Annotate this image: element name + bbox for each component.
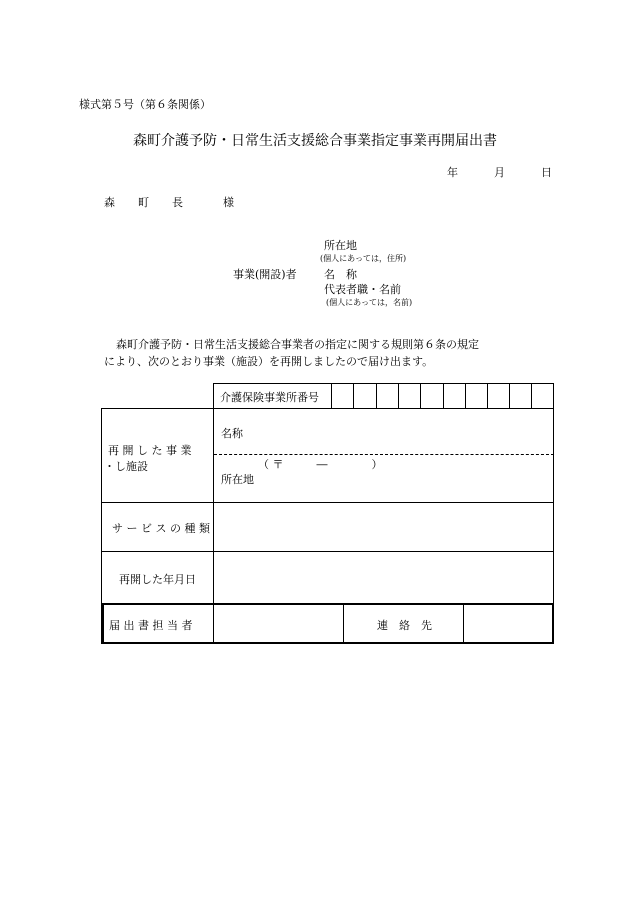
- applicant-name-label: 名 称: [324, 268, 357, 281]
- service-type-label: サ ー ビ ス の 種 類: [112, 522, 210, 535]
- applicant-representative-note: (個人にあっては，名前): [326, 298, 413, 307]
- facility-label-line-1: 再 開 し た 事 業: [108, 444, 192, 457]
- office-number-box-divider: [443, 383, 444, 408]
- facility-address-label: 所在地: [221, 473, 254, 486]
- office-number-box-divider: [420, 383, 421, 408]
- office-number-box-divider: [531, 383, 532, 408]
- office-number-box-divider: [331, 383, 332, 408]
- applicant-address-note: (個人にあっては，住所): [320, 254, 407, 263]
- table-row-line-3: [101, 551, 554, 552]
- body-line-2: により、次のとおり事業（施設）を再開しましたので届け出ます。: [104, 355, 434, 368]
- applicant-role-label: 事業(開設)者: [233, 268, 297, 281]
- table-bottom-border: [101, 642, 554, 644]
- contact-person-label: 届 出 書 担 当 者: [109, 619, 193, 632]
- office-number-box-divider: [353, 383, 354, 408]
- date-year-label: 年: [447, 166, 458, 179]
- document-title: 森町介護予防・日常生活支援総合事業指定事業再開届出書: [133, 133, 497, 149]
- table-row-line-2: [101, 502, 554, 503]
- reopen-date-label: 再開した年月日: [119, 573, 196, 586]
- form-number: 様式第５号（第６条関係）: [79, 98, 211, 111]
- table-row-line-4: [101, 603, 554, 605]
- office-number-box-divider: [376, 383, 377, 408]
- facility-label-line-2: ・し施設: [104, 460, 148, 473]
- date-month-label: 月: [494, 166, 505, 179]
- addressee: 森 町 長 様: [104, 196, 240, 209]
- office-number-box-divider: [398, 383, 399, 408]
- office-number-box-divider: [487, 383, 488, 408]
- contact-divider-2: [463, 603, 464, 644]
- facility-postal-mark: （ 〒 ― ）: [258, 458, 383, 471]
- facility-name-label: 名称: [221, 427, 243, 440]
- applicant-representative-label: 代表者職・名前: [324, 283, 401, 296]
- office-number-label: 介護保険事業所番号: [220, 391, 319, 404]
- contact-info-field[interactable]: [465, 606, 551, 641]
- facility-dashed-separator: [214, 454, 554, 455]
- applicant-address-label: 所在地: [324, 239, 357, 252]
- contact-person-field[interactable]: [215, 606, 342, 641]
- office-number-box-divider: [465, 383, 466, 408]
- body-line-1: 森町介護予防・日常生活支援総合事業者の指定に関する規則第６条の規定: [116, 338, 479, 351]
- date-day-label: 日: [541, 166, 552, 179]
- table-right-bold-border: [552, 603, 554, 644]
- service-type-field[interactable]: [214, 504, 553, 550]
- table-row-line-1: [101, 408, 554, 409]
- body-text: [104, 336, 479, 370]
- contact-divider-1: [343, 603, 344, 644]
- reopen-date-field[interactable]: [214, 553, 553, 602]
- table-left-bold-border: [102, 603, 104, 644]
- contact-info-label: 連 絡 先: [377, 619, 432, 632]
- table-top-border: [213, 383, 554, 384]
- office-number-box-divider: [509, 383, 510, 408]
